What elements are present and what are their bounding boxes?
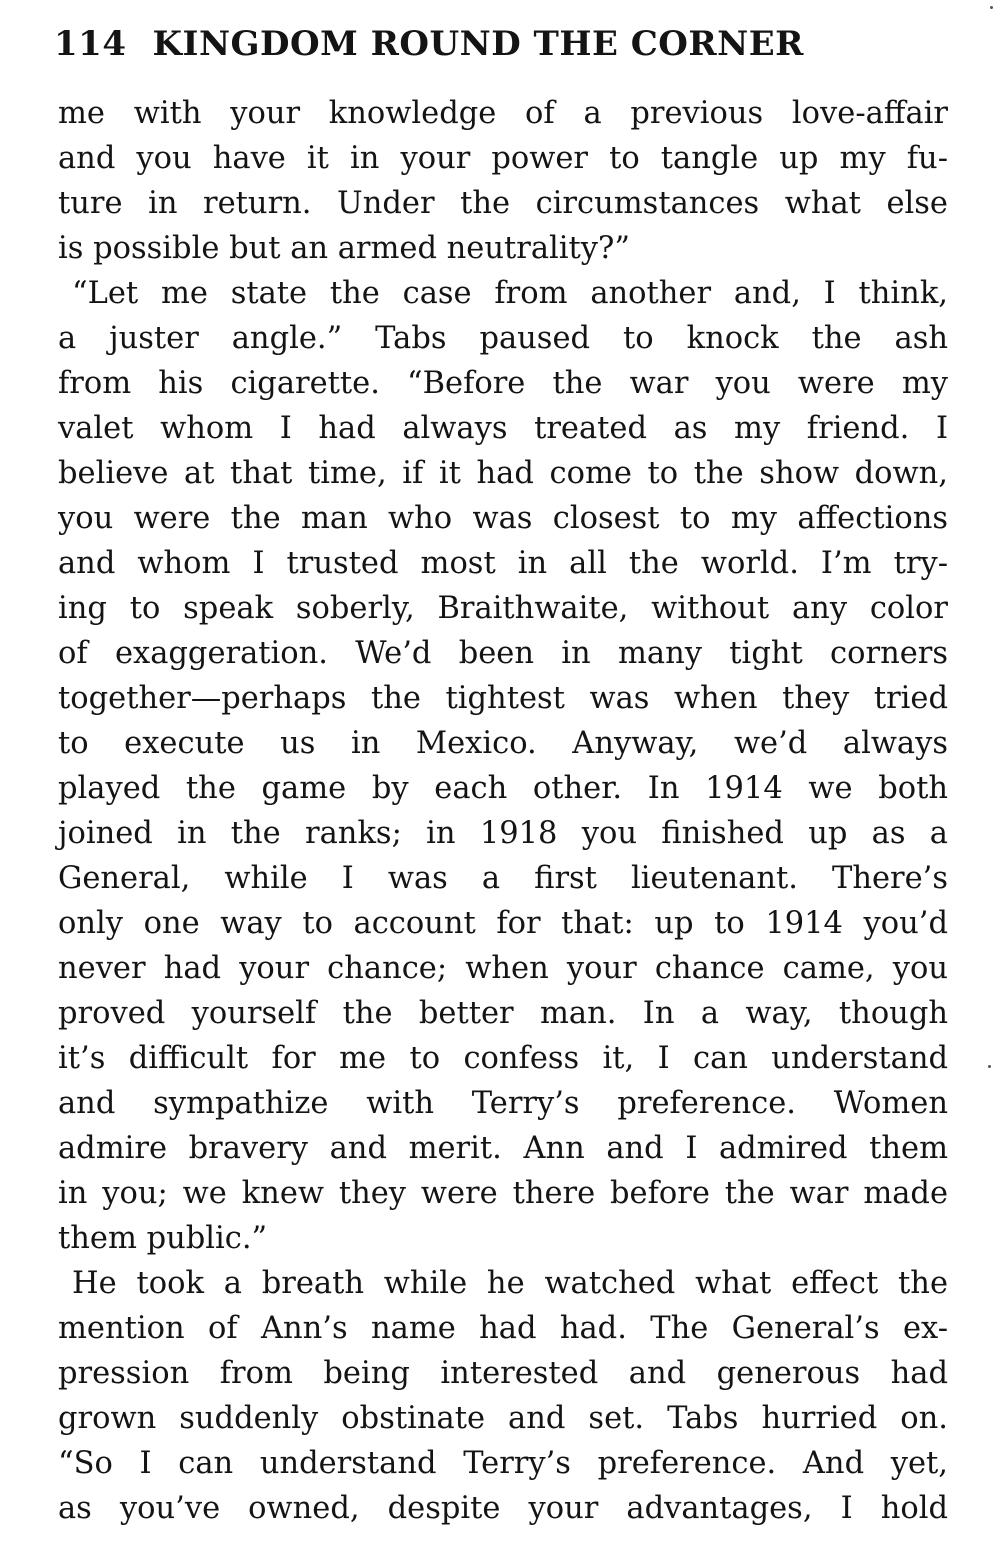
- book-title: KINGDOM ROUND THE CORNER: [152, 24, 804, 64]
- running-head: [54, 14, 854, 74]
- text-line: believe at that time, if it had come to the show down,: [58, 456, 948, 491]
- text-line: pression from being interested and generous had: [58, 1356, 948, 1391]
- scan-speck: [990, 6, 993, 9]
- text-line: and whom I trusted most in all the world. I’m try-: [58, 546, 948, 581]
- text-line: admire bravery and merit. Ann and I admired them: [58, 1131, 948, 1166]
- text-line: He took a breath while he watched what effect the: [72, 1266, 948, 1301]
- text-line: General, while I was a first lieutenant. There’s: [58, 861, 948, 896]
- text-line: ture in return. Under the circumstances what else: [58, 186, 948, 221]
- text-line: of exaggeration. We’d been in many tight corners: [58, 636, 948, 671]
- text-line: a juster angle.” Tabs paused to knock the ash: [58, 321, 948, 356]
- text-line: is possible but an armed neutrality?”: [58, 231, 630, 266]
- text-line: me with your knowledge of a previous love-affair: [58, 96, 948, 131]
- text-line: never had your chance; when your chance came, you: [58, 951, 948, 986]
- text-line: as you’ve owned, despite your advantages, I hold: [58, 1491, 948, 1526]
- text-line: “So I can understand Terry’s preference. And yet,: [58, 1446, 948, 1481]
- text-line: grown suddenly obstinate and set. Tabs hurried on.: [58, 1401, 948, 1436]
- text-line: it’s difficult for me to confess it, I can understand: [58, 1041, 948, 1076]
- text-line: ing to speak soberly, Braithwaite, without any color: [58, 591, 948, 626]
- text-line: played the game by each other. In 1914 we both: [58, 771, 948, 806]
- text-line: you were the man who was closest to my affections: [58, 501, 948, 536]
- text-line: and sympathize with Terry’s preference. Women: [58, 1086, 948, 1121]
- text-line: only one way to account for that: up to 1914 you’d: [58, 906, 948, 941]
- text-line: together—perhaps the tightest was when they tried: [58, 681, 948, 716]
- text-line: from his cigarette. “Before the war you were my: [58, 366, 948, 401]
- scan-speck: [988, 1065, 991, 1068]
- text-line: valet whom I had always treated as my friend. I: [58, 411, 948, 446]
- text-line: joined in the ranks; in 1918 you finished up as a: [58, 816, 948, 851]
- text-line: mention of Ann’s name had had. The General’s ex-: [58, 1311, 948, 1346]
- text-line: and you have it in your power to tangle up my fu-: [58, 141, 948, 176]
- text-line: proved yourself the better man. In a way, though: [58, 996, 948, 1031]
- page-number: 114: [54, 24, 127, 64]
- text-line: to execute us in Mexico. Anyway, we’d always: [58, 726, 948, 761]
- text-line: them public.”: [58, 1221, 268, 1256]
- text-line: in you; we knew they were there before the war made: [58, 1176, 948, 1211]
- text-line: “Let me state the case from another and, I think,: [72, 276, 948, 311]
